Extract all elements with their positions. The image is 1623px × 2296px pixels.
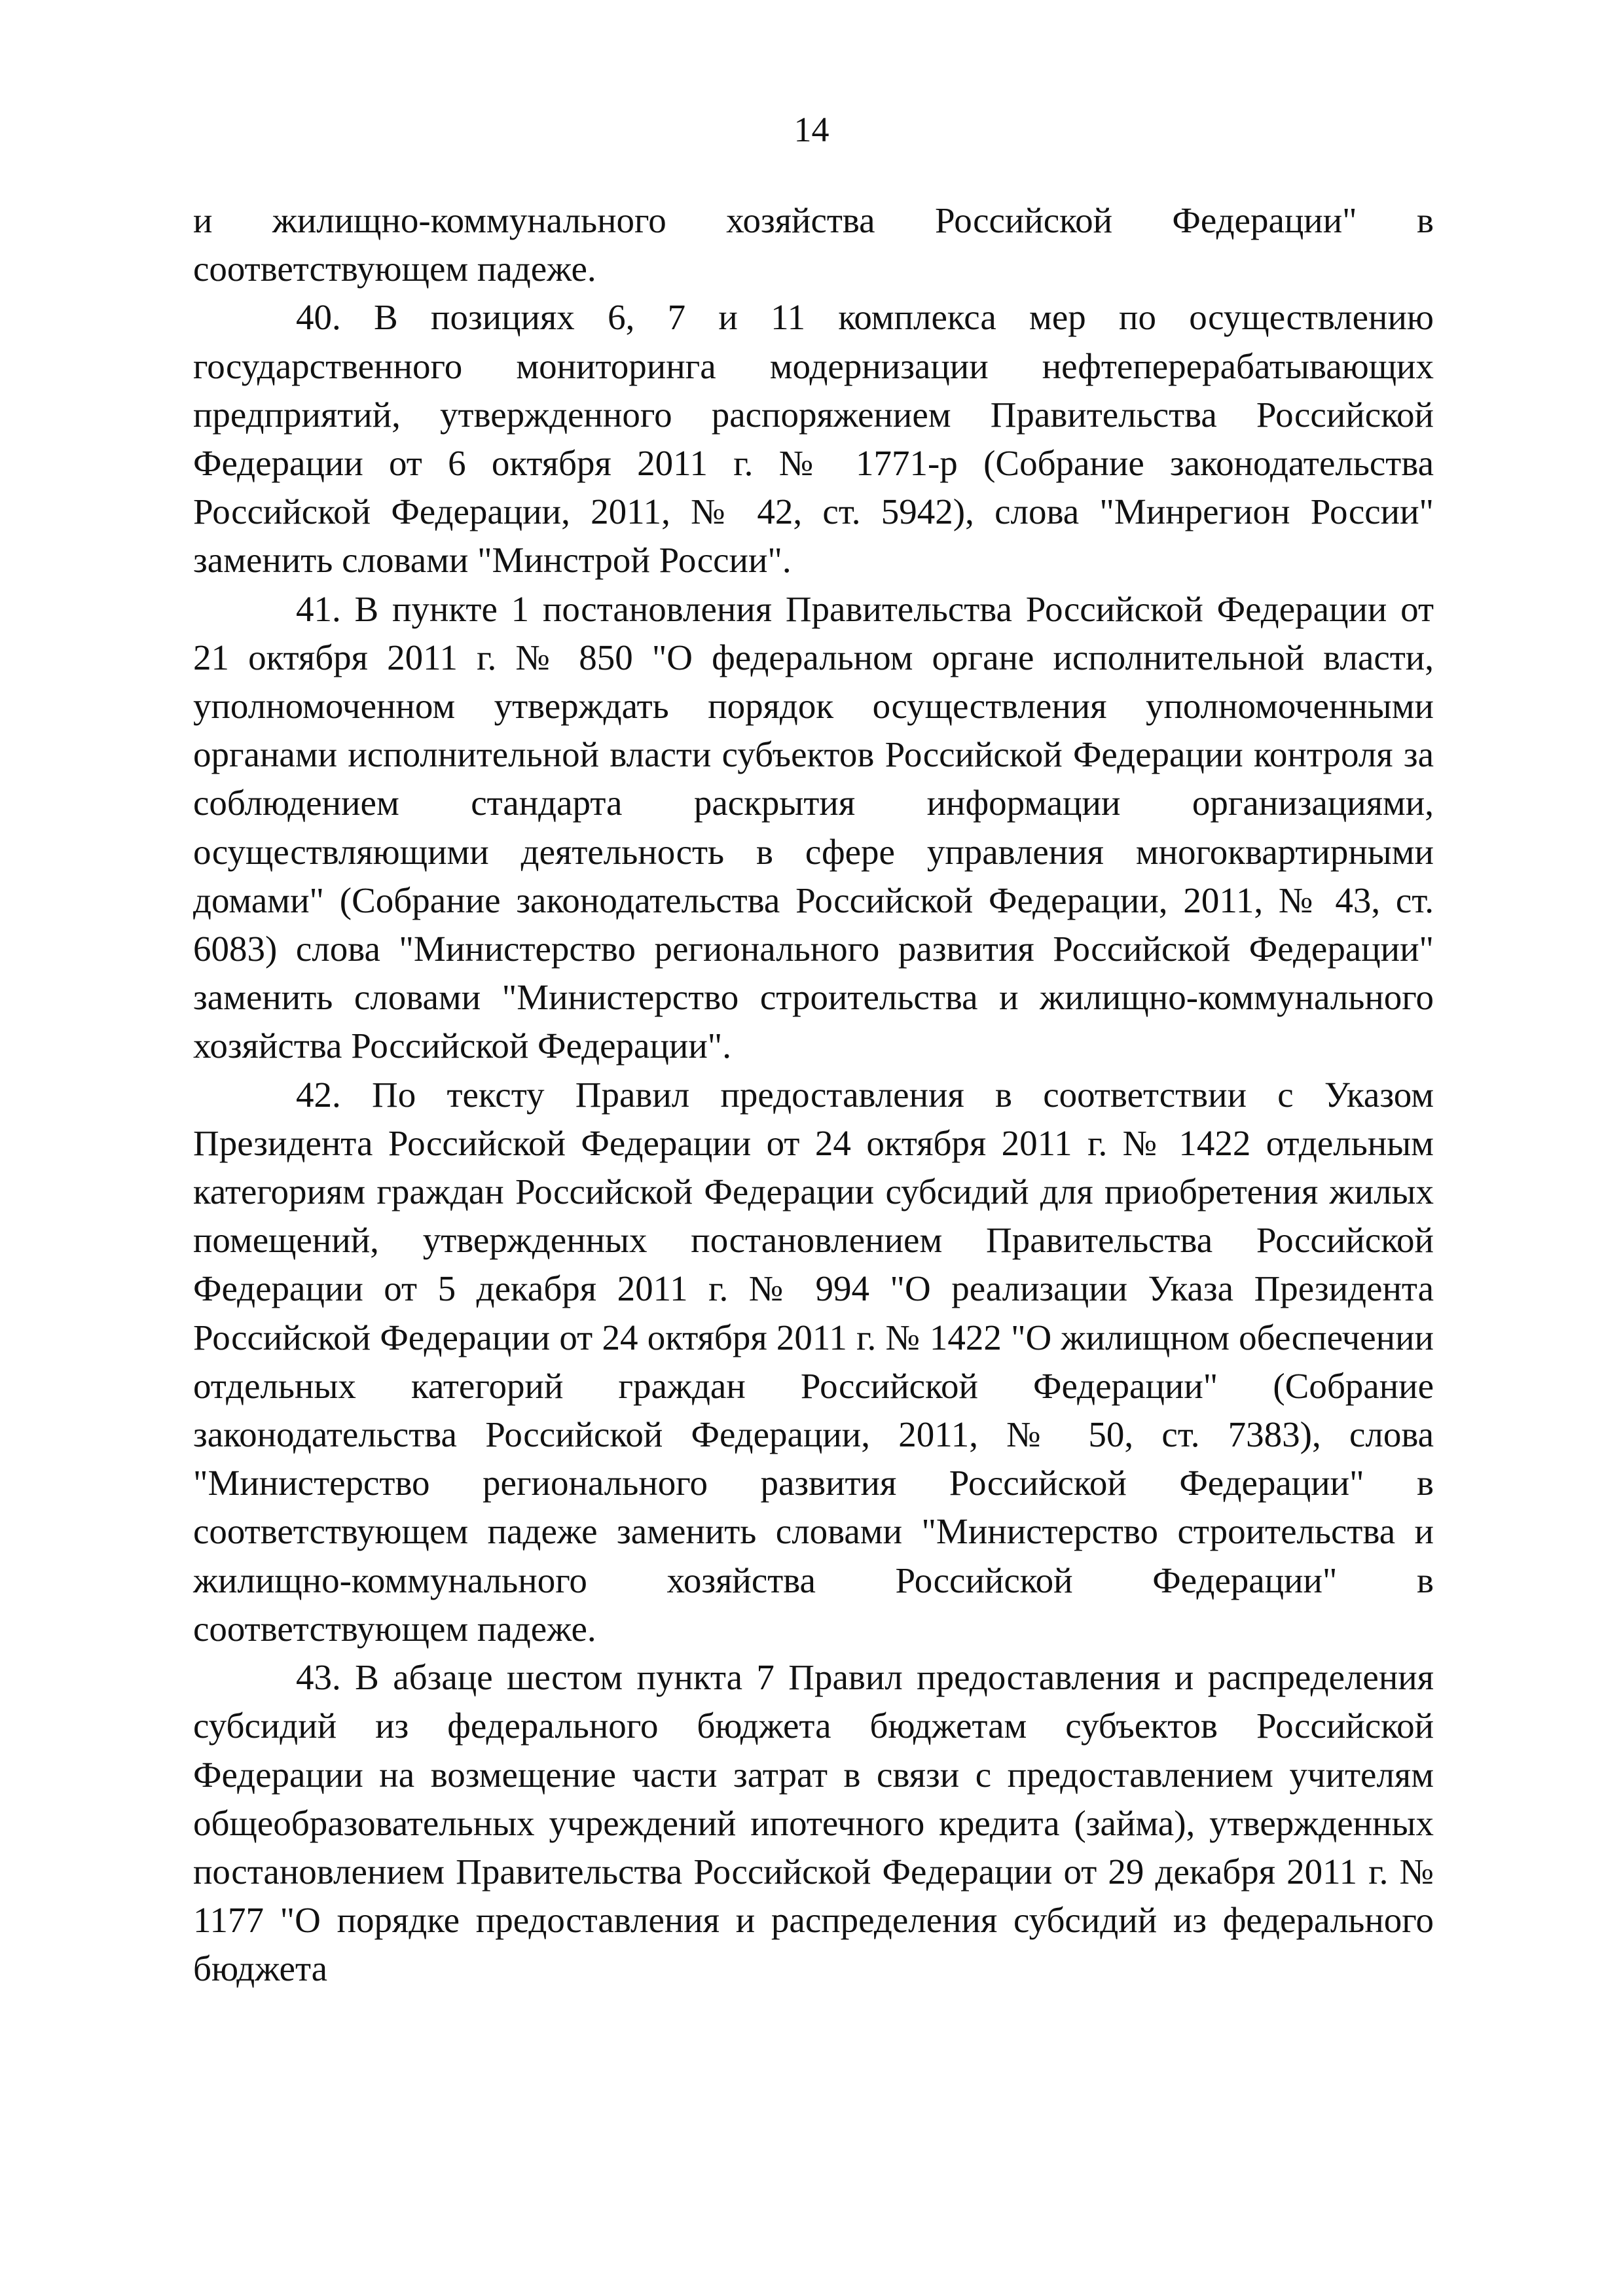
paragraph-item-42: 42. По тексту Правил предоставления в соответствии с Указом Президента Российской Федерации от 24 октября 2011 г. № 1422 отдельным категориям граждан Российской Федерации субсидий для приобретения жилых помещений, утвержденных постановлением Правительства Российской Федерации от 5 декабря 2011 г. № 994 "О реализации Указа Президента Российской Федерации от 24 октября 2011 г. № 1422 "О жилищном обеспечении отдельных категорий граждан Российской Федерации" (Собрание законодательства Российской Федерации, 2011, № 50, ст. 7383), слова "Министерство регионального развития Российской Федерации" в соответствующем падеже заменить словами "Министерство строительства и жилищно-коммунального хозяйства Российской Федерации" в соответствующем падеже. [193,1074,1434,1649]
document-body [193,196,1434,1994]
paragraph-item-41: 41. В пункте 1 постановления Правительства Российской Федерации от 21 октября 2011 г. № 850 "О федеральном органе исполнительной власти, уполномоченном утверждать порядок осуществления уполномоченными органами исполнительной власти субъектов Российской Федерации контроля за соблюдением стандарта раскрытия информации организациями, осуществляющими деятельность в сфере управления многоквартирными домами" (Собрание законодательства Российской Федерации, 2011, № 43, ст. 6083) слова "Министерство регионального развития Российской Федерации" заменить словами "Министерство строительства и жилищно-коммунального хозяйства Российской Федерации". [193,588,1434,1066]
page-number: 14 [793,110,830,149]
paragraph-item-40: 40. В позициях 6, 7 и 11 комплекса мер по осуществлению государственного мониторинга модернизации нефтеперерабатывающих предприятий, утвержденного распоряжением Правительства Российской Федерации от 6 октября 2011 г. № 1771-р (Собрание законодательства Российской Федерации, 2011, № 42, ст. 5942), слова "Минрегион России" заменить словами "Минстрой России". [193,297,1434,581]
paragraph-continuation: и жилищно-коммунального хозяйства Российской Федерации" в соответствующем падеже. [193,200,1434,289]
paragraph-item-43: 43. В абзаце шестом пункта 7 Правил предоставления и распределения субсидий из федерального бюджета бюджетам субъектов Российской Федерации на возмещение части затрат в связи с предоставлением учителям общеобразовательных учреждений ипотечного кредита (займа), утвержденных постановлением Правительства Российской Федерации от 29 декабря 2011 г. № 1177 "О порядке предоставления и распределения субсидий из федерального бюджета [193,1657,1434,1989]
